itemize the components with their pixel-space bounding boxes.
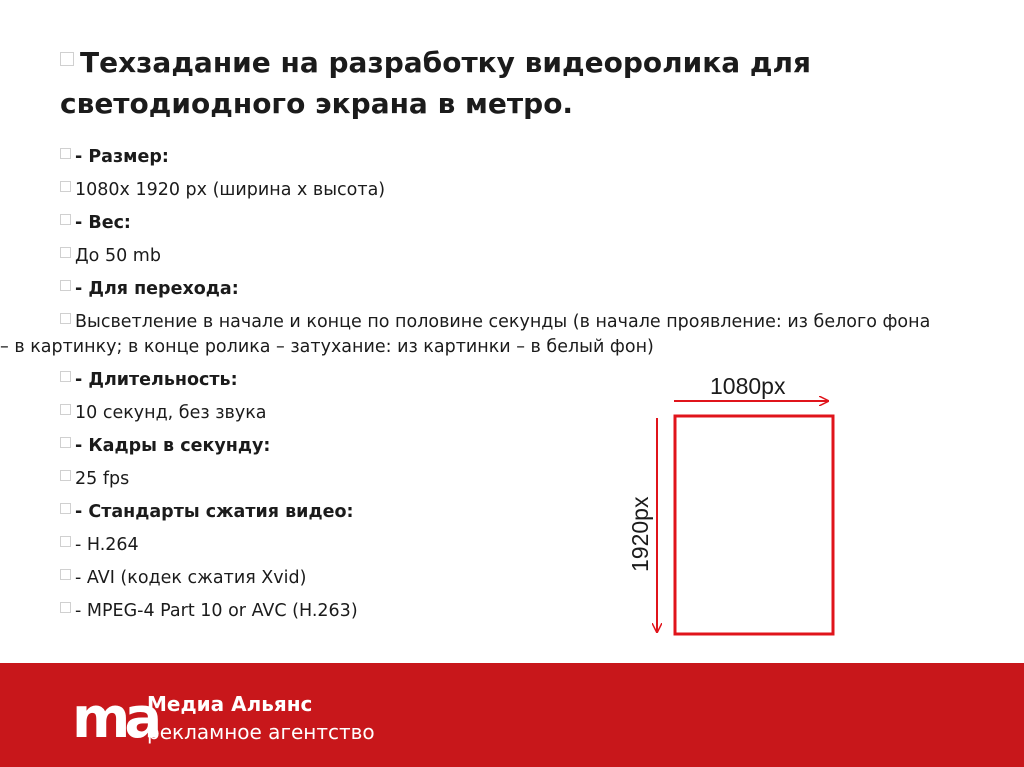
bullet-marker-icon bbox=[60, 371, 71, 382]
spec-text: 25 fps bbox=[75, 469, 130, 489]
slide-title-text: Техзадание на разработку видеоролика для светодиодного экрана в метро. bbox=[60, 46, 812, 120]
width-label: 1080px bbox=[710, 373, 786, 399]
bullet-marker-icon bbox=[60, 569, 71, 580]
spec-text: - Стандарты сжатия видео: bbox=[75, 502, 354, 522]
spec-value bbox=[0, 310, 980, 360]
bullet-marker-icon bbox=[60, 52, 74, 66]
bullet-marker-icon bbox=[60, 470, 71, 481]
screen-frame bbox=[675, 416, 833, 634]
spec-text: - Для перехода: bbox=[75, 279, 239, 299]
spec-text: - MPEG-4 Part 10 or AVC (H.263) bbox=[75, 601, 358, 621]
spec-text: - Кадры в секунду: bbox=[75, 436, 271, 456]
spec-heading bbox=[60, 145, 980, 170]
spec-value bbox=[60, 178, 980, 203]
height-label: 1920px bbox=[627, 496, 653, 572]
spec-text: - AVI (кодек сжатия Xvid) bbox=[75, 568, 307, 588]
bullet-marker-icon bbox=[60, 503, 71, 514]
brand-tagline: рекламное агентство bbox=[147, 720, 375, 744]
footer-bar bbox=[0, 663, 1024, 767]
brand-name: Медиа Альянс bbox=[147, 692, 313, 716]
bullet-marker-icon bbox=[60, 437, 71, 448]
spec-text: - Длительность: bbox=[75, 370, 238, 390]
logo-letters: ma bbox=[72, 686, 157, 751]
spec-text: 10 секунд, без звука bbox=[75, 403, 267, 423]
bullet-marker-icon bbox=[60, 602, 71, 613]
spec-text-continuation: – в картинку; в конце ролика – затухание: из картинки – в белый фон) bbox=[0, 337, 654, 357]
bullet-marker-icon bbox=[60, 148, 71, 159]
spec-value bbox=[60, 244, 980, 269]
bullet-marker-icon bbox=[60, 181, 71, 192]
spec-text: - Размер: bbox=[75, 147, 169, 167]
spec-text: - Вес: bbox=[75, 213, 131, 233]
bullet-marker-icon bbox=[60, 214, 71, 225]
slide-title bbox=[60, 42, 1000, 124]
spec-text: 1080х 1920 px (ширина х высота) bbox=[75, 180, 386, 200]
media-alliance-logo-icon bbox=[72, 686, 157, 751]
bullet-marker-icon bbox=[60, 536, 71, 547]
bullet-marker-icon bbox=[60, 280, 71, 291]
bullet-marker-icon bbox=[60, 404, 71, 415]
resolution-diagram bbox=[600, 360, 860, 650]
resolution-diagram-svg bbox=[600, 360, 860, 650]
spec-text: Высветление в начале и конце по половине секунды (в начале проявление: из белого фона bbox=[75, 312, 931, 332]
spec-text: До 50 mb bbox=[75, 246, 161, 266]
bullet-marker-icon bbox=[60, 247, 71, 258]
spec-text: - H.264 bbox=[75, 535, 139, 555]
spec-heading bbox=[60, 211, 980, 236]
bullet-marker-icon bbox=[60, 313, 71, 324]
spec-heading bbox=[60, 277, 980, 302]
